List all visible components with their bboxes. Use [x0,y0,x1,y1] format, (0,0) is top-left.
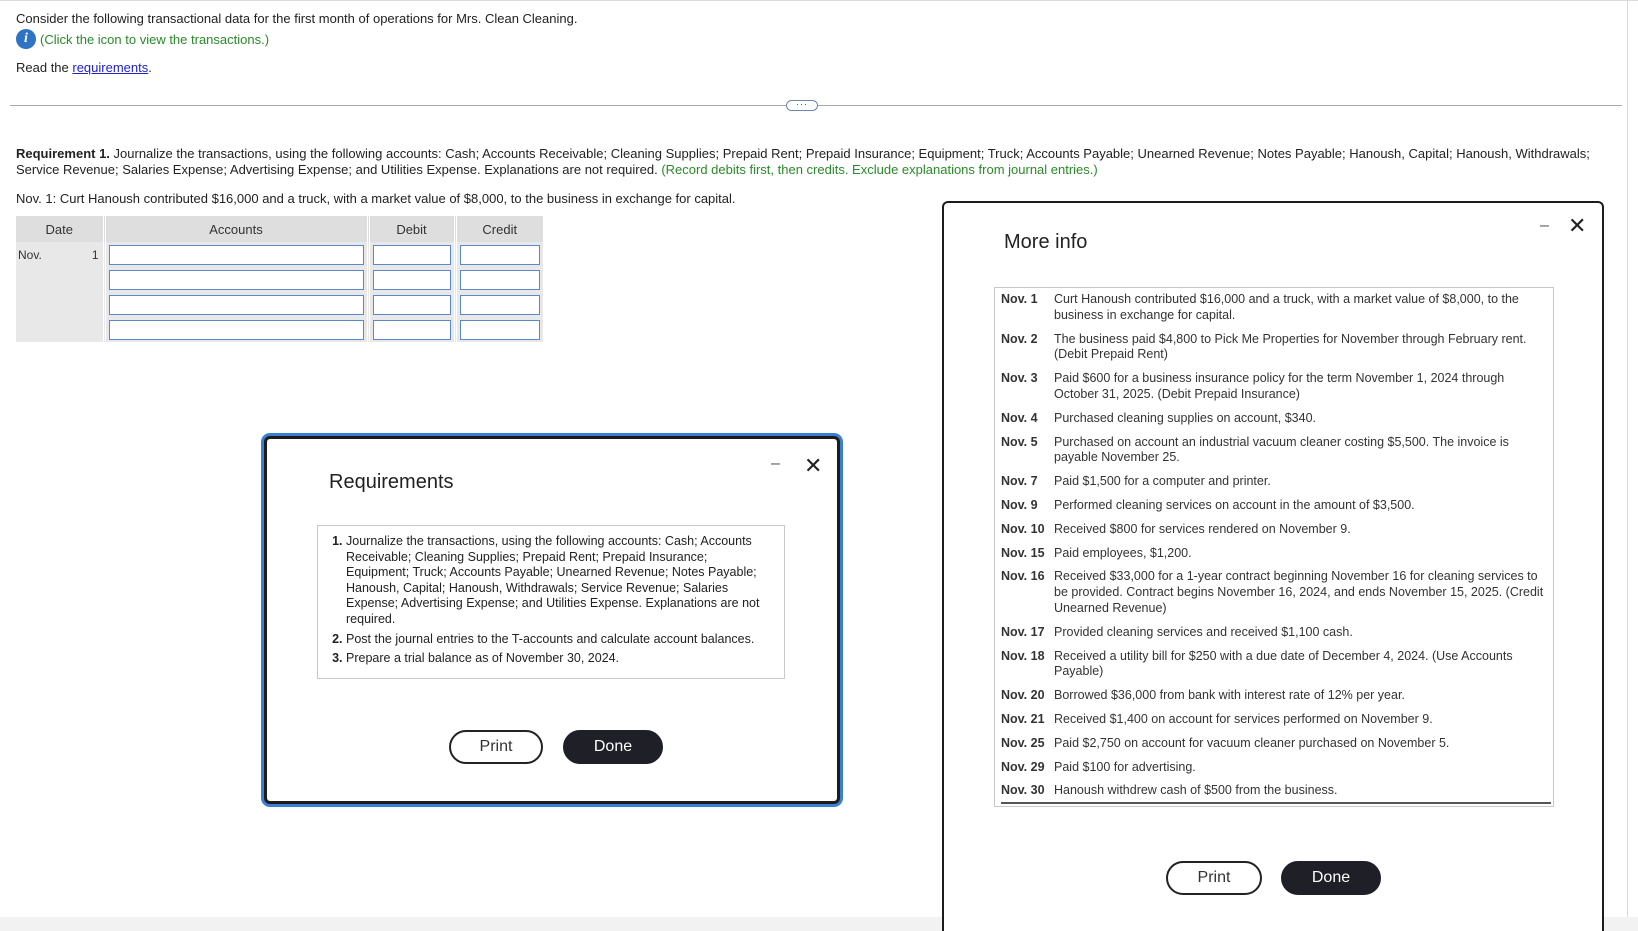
date-day: 1 [91,248,99,262]
divider-expand-handle[interactable]: ··· [786,100,818,111]
read-requirements-line [16,60,152,75]
transactions-info-link[interactable] [16,29,269,49]
credit-input-1[interactable] [460,245,541,265]
date-cell [16,242,104,342]
top-border [0,0,1638,1]
transaction-date: Nov. 21 [1001,711,1045,726]
table-bottom-rule [1001,802,1551,804]
requirements-list-box [317,525,785,679]
credit-input-4[interactable] [460,320,541,340]
info-icon[interactable]: i [16,29,36,49]
transaction-row [1001,649,1547,681]
transaction-row [1001,522,1547,538]
transaction-date: Nov. 5 [1001,434,1038,449]
requirements-modal [264,436,840,804]
requirement-1-label: Requirement 1. [16,146,110,161]
minimize-icon[interactable]: – [1540,217,1549,234]
transaction-description: Paid $100 for advertising. [1054,759,1196,774]
read-suffix: . [148,60,152,75]
requirements-list [328,534,774,667]
requirement-1-body: Journalize the transactions, using the following accounts: Cash; Accounts Receivable; Cleaning Supplies; Prepaid Rent; Prepaid Insurance; Equipment; Truck; Accounts Payable; Unearned Revenue; Notes Payable; Hanoush, Capital; Hanoush, Withdrawals; Service Revenue; Salaries Expense; Advertising Expense; and Utilities Expense. Explanations are not required. [16,146,1590,177]
more-info-modal [942,201,1604,931]
transaction-row [1001,546,1547,562]
account-input-4[interactable] [109,320,364,340]
transaction-description: Purchased on account an industrial vacuum cleaner costing $5,500. The invoice is payable November 25. [1054,434,1509,465]
transaction-row [1001,332,1547,364]
transaction-date: Nov. 1 [1001,292,1038,306]
transaction-date: Nov. 10 [1001,521,1045,536]
requirement-1-text [16,146,1616,178]
close-icon[interactable]: ✕ [804,453,823,478]
more-info-print-button[interactable]: Print [1166,861,1262,895]
transaction-description: Borrowed $36,000 from bank with interest rate of 12% per year. [1054,688,1405,703]
transaction-date: Nov. 9 [1001,497,1038,512]
credit-input-3[interactable] [460,295,541,315]
requirement-item: 2. Post the journal entries to the T-accounts and calculate account balances. [346,632,774,648]
accounts-header: Accounts [104,216,368,242]
transaction-description: Paid $1,500 for a computer and printer. [1054,474,1271,489]
journal-row [16,242,543,267]
transaction-date: Nov. 4 [1001,410,1038,425]
read-prefix: Read the [16,60,73,75]
transaction-description: Purchased cleaning supplies on account, $340. [1054,410,1316,425]
transaction-description: Hanoush withdrew cash of $500 from the business. [1054,783,1338,798]
requirements-done-button[interactable]: Done [563,730,663,764]
transaction-date: Nov. 7 [1001,474,1038,489]
transaction-date: Nov. 20 [1001,688,1045,703]
transaction-description: Received a utility bill for $250 with a due date of December 4, 2024. (Use Accounts Payable) [1054,648,1513,679]
transaction-description: Performed cleaning services on account in the amount of $3,500. [1054,497,1415,512]
requirement-item: 1. Journalize the transactions, using the following accounts: Cash; Accounts Receivable; Cleaning Supplies; Prepaid Rent; Prepaid Insurance; Equipment; Truck; Accounts Payable; Unearned Revenue; Notes Payable; Hanoush, Capital; Hanoush, Withdrawals; Service Revenue; Salaries Expense; Advertising Expense; and Utilities Expense. Explanations are not required. [346,534,774,628]
transaction-row [1001,435,1547,467]
transaction-row [1001,625,1547,641]
transaction-row [1001,760,1547,776]
nov1-transaction-text: Nov. 1: Curt Hanoush contributed $16,000 and a truck, with a market value of $8,000, to the business in exchange for capital. [16,191,736,206]
transaction-date: Nov. 29 [1001,759,1045,774]
transaction-description: Paid employees, $1,200. [1054,545,1192,560]
account-input-2[interactable] [109,270,364,290]
journal-header-row [16,216,543,242]
transaction-description: Received $800 for services rendered on November 9. [1054,521,1351,536]
debit-header: Debit [368,216,455,242]
transaction-description: Provided cleaning services and received $1,100 cash. [1054,624,1353,639]
debit-input-3[interactable] [373,295,451,315]
transaction-date: Nov. 18 [1001,648,1045,663]
transaction-date: Nov. 3 [1001,371,1038,386]
transaction-description: Curt Hanoush contributed $16,000 and a truck, with a market value of $8,000, to the business in exchange for capital. [1054,292,1519,322]
transaction-row [1001,292,1547,324]
transaction-date: Nov. 25 [1001,735,1045,750]
account-input-3[interactable] [109,295,364,315]
credit-input-2[interactable] [460,270,541,290]
transaction-row [1001,736,1547,752]
requirements-modal-title: Requirements [329,471,454,493]
debit-input-1[interactable] [373,245,451,265]
scrollbar-edge [1627,0,1628,931]
transaction-date: Nov. 17 [1001,624,1045,639]
transaction-date: Nov. 15 [1001,545,1045,560]
transaction-description: Paid $2,750 on account for vacuum cleaner purchased on November 5. [1054,735,1450,750]
date-month: Nov. [18,248,42,262]
close-icon[interactable]: ✕ [1568,213,1587,238]
requirements-link[interactable]: requirements [72,60,149,75]
transaction-date: Nov. 16 [1001,569,1045,584]
transaction-description: Paid $600 for a business insurance policy for the term November 1, 2024 through October 31, 2025. (Debit Prepaid Insurance) [1054,371,1505,401]
date-header: Date [16,216,104,242]
transaction-row [1001,688,1547,704]
transaction-description: Received $1,400 on account for services performed on November 9. [1054,711,1433,726]
debit-input-2[interactable] [373,270,451,290]
more-info-modal-title: More info [1004,231,1088,253]
credit-header: Credit [455,216,543,242]
intro-text: Consider the following transactional data for the first month of operations for Mrs. Clean Cleaning. [16,11,578,26]
transaction-description: The business paid $4,800 to Pick Me Properties for November through February rent. (Debit Prepaid Rent) [1054,331,1527,362]
more-info-done-button[interactable]: Done [1281,861,1381,895]
transaction-date: Nov. 2 [1001,331,1038,346]
journal-entry-table [16,216,543,342]
transaction-row [1001,474,1547,490]
minimize-icon[interactable]: – [771,455,780,472]
transaction-date: Nov. 30 [1001,783,1045,798]
account-input-1[interactable] [109,245,364,265]
transaction-description: Received $33,000 for a 1-year contract beginning November 16 for cleaning services to be provided. Contract begins November 16, 2024, and ends November 15, 2025. (Credit Unearned Revenue) [1054,569,1544,615]
transaction-row [1001,783,1547,799]
transaction-row [1001,498,1547,514]
transaction-row [1001,371,1547,403]
transaction-row [1001,411,1547,427]
info-link-text[interactable]: (Click the icon to view the transactions.) [40,31,270,47]
requirements-print-button[interactable]: Print [449,730,543,764]
requirement-item: 3. Prepare a trial balance as of November 30, 2024. [346,651,774,667]
debit-input-4[interactable] [373,320,451,340]
requirement-1-note: (Record debits first, then credits. Exclude explanations from journal entries.) [661,162,1098,177]
transaction-row [1001,712,1547,728]
transactions-list [994,287,1554,807]
transaction-row [1001,569,1547,616]
